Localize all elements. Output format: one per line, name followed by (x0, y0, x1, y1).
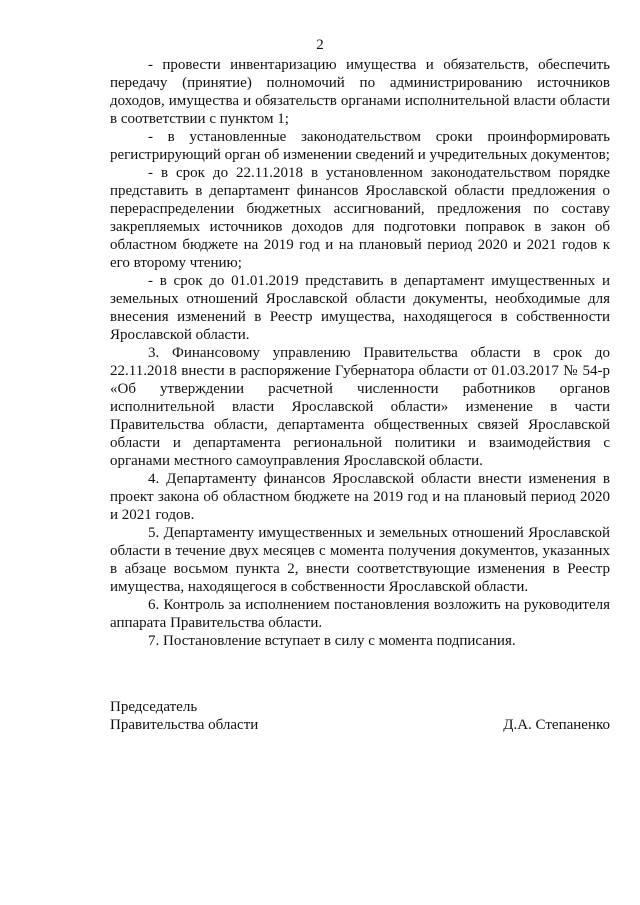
signatory-name: Д.А. Степаненко (503, 717, 610, 733)
page-number: 2 (316, 37, 324, 53)
signatory-title-line2: Правительства области (110, 717, 259, 733)
paragraph: 5. Департаменту имущественных и земельных отношений Ярославской области в течение двух месяцев с момента получения документов, указанных в абзаце восьмом пункта 2, внести соответствующие изменения в Реестр имущества, находящегося в собственности Ярославской области. (110, 525, 610, 595)
signature-row (110, 716, 610, 734)
paragraph: 6. Контроль за исполнением постановления возложить на руководителя аппарата Правительства области. (110, 597, 610, 631)
paragraph: 7. Постановление вступает в силу с момента подписания. (148, 633, 516, 649)
paragraph: - в срок до 22.11.2018 в установленном законодательством порядке представить в департамент финансов Ярославской области предложения о перераспределении бюджетных ассигнований, предложения по составу закрепляемых источников доходов для подготовки поправок в закон об областном бюджете на 2019 год и на плановый период 2020 и 2021 годов к его второму чтению; (110, 165, 610, 271)
signature-block (110, 698, 610, 734)
paragraph: 4. Департаменту финансов Ярославской области внести изменения в проект закона об областном бюджете на 2019 год и на плановый период 2020 и 2021 годов. (110, 471, 610, 523)
paragraph: - провести инвентаризацию имущества и обязательств, обеспечить передачу (принятие) полномочий по администрированию источников доходов, имущества и обязательств органами исполнительной власти области в соответствии с пунктом 1; (110, 57, 610, 127)
paragraph: - в установленные законодательством сроки проинформировать регистрирующий орган об изменении сведений и учредительных документов; (110, 129, 610, 163)
document-body (110, 56, 610, 650)
paragraph: - в срок до 01.01.2019 представить в департамент имущественных и земельных отношений Ярославской области документы, необходимые для внесения изменений в Реестр имущества, находящегося в собственности Ярославской области. (110, 273, 610, 343)
signatory-title-line1: Председатель (110, 699, 198, 715)
paragraph: 3. Финансовому управлению Правительства области в срок до 22.11.2018 внести в распоряжение Губернатора области от 01.03.2017 № 54-р «Об утверждении расчетной численности работников органов исполнительной власти Ярославской области» изменение в части Правительства области, департамента общественных связей Ярославской области и департамента региональной политики и взаимодействия с органами местного самоуправления Ярославской области. (110, 345, 610, 469)
